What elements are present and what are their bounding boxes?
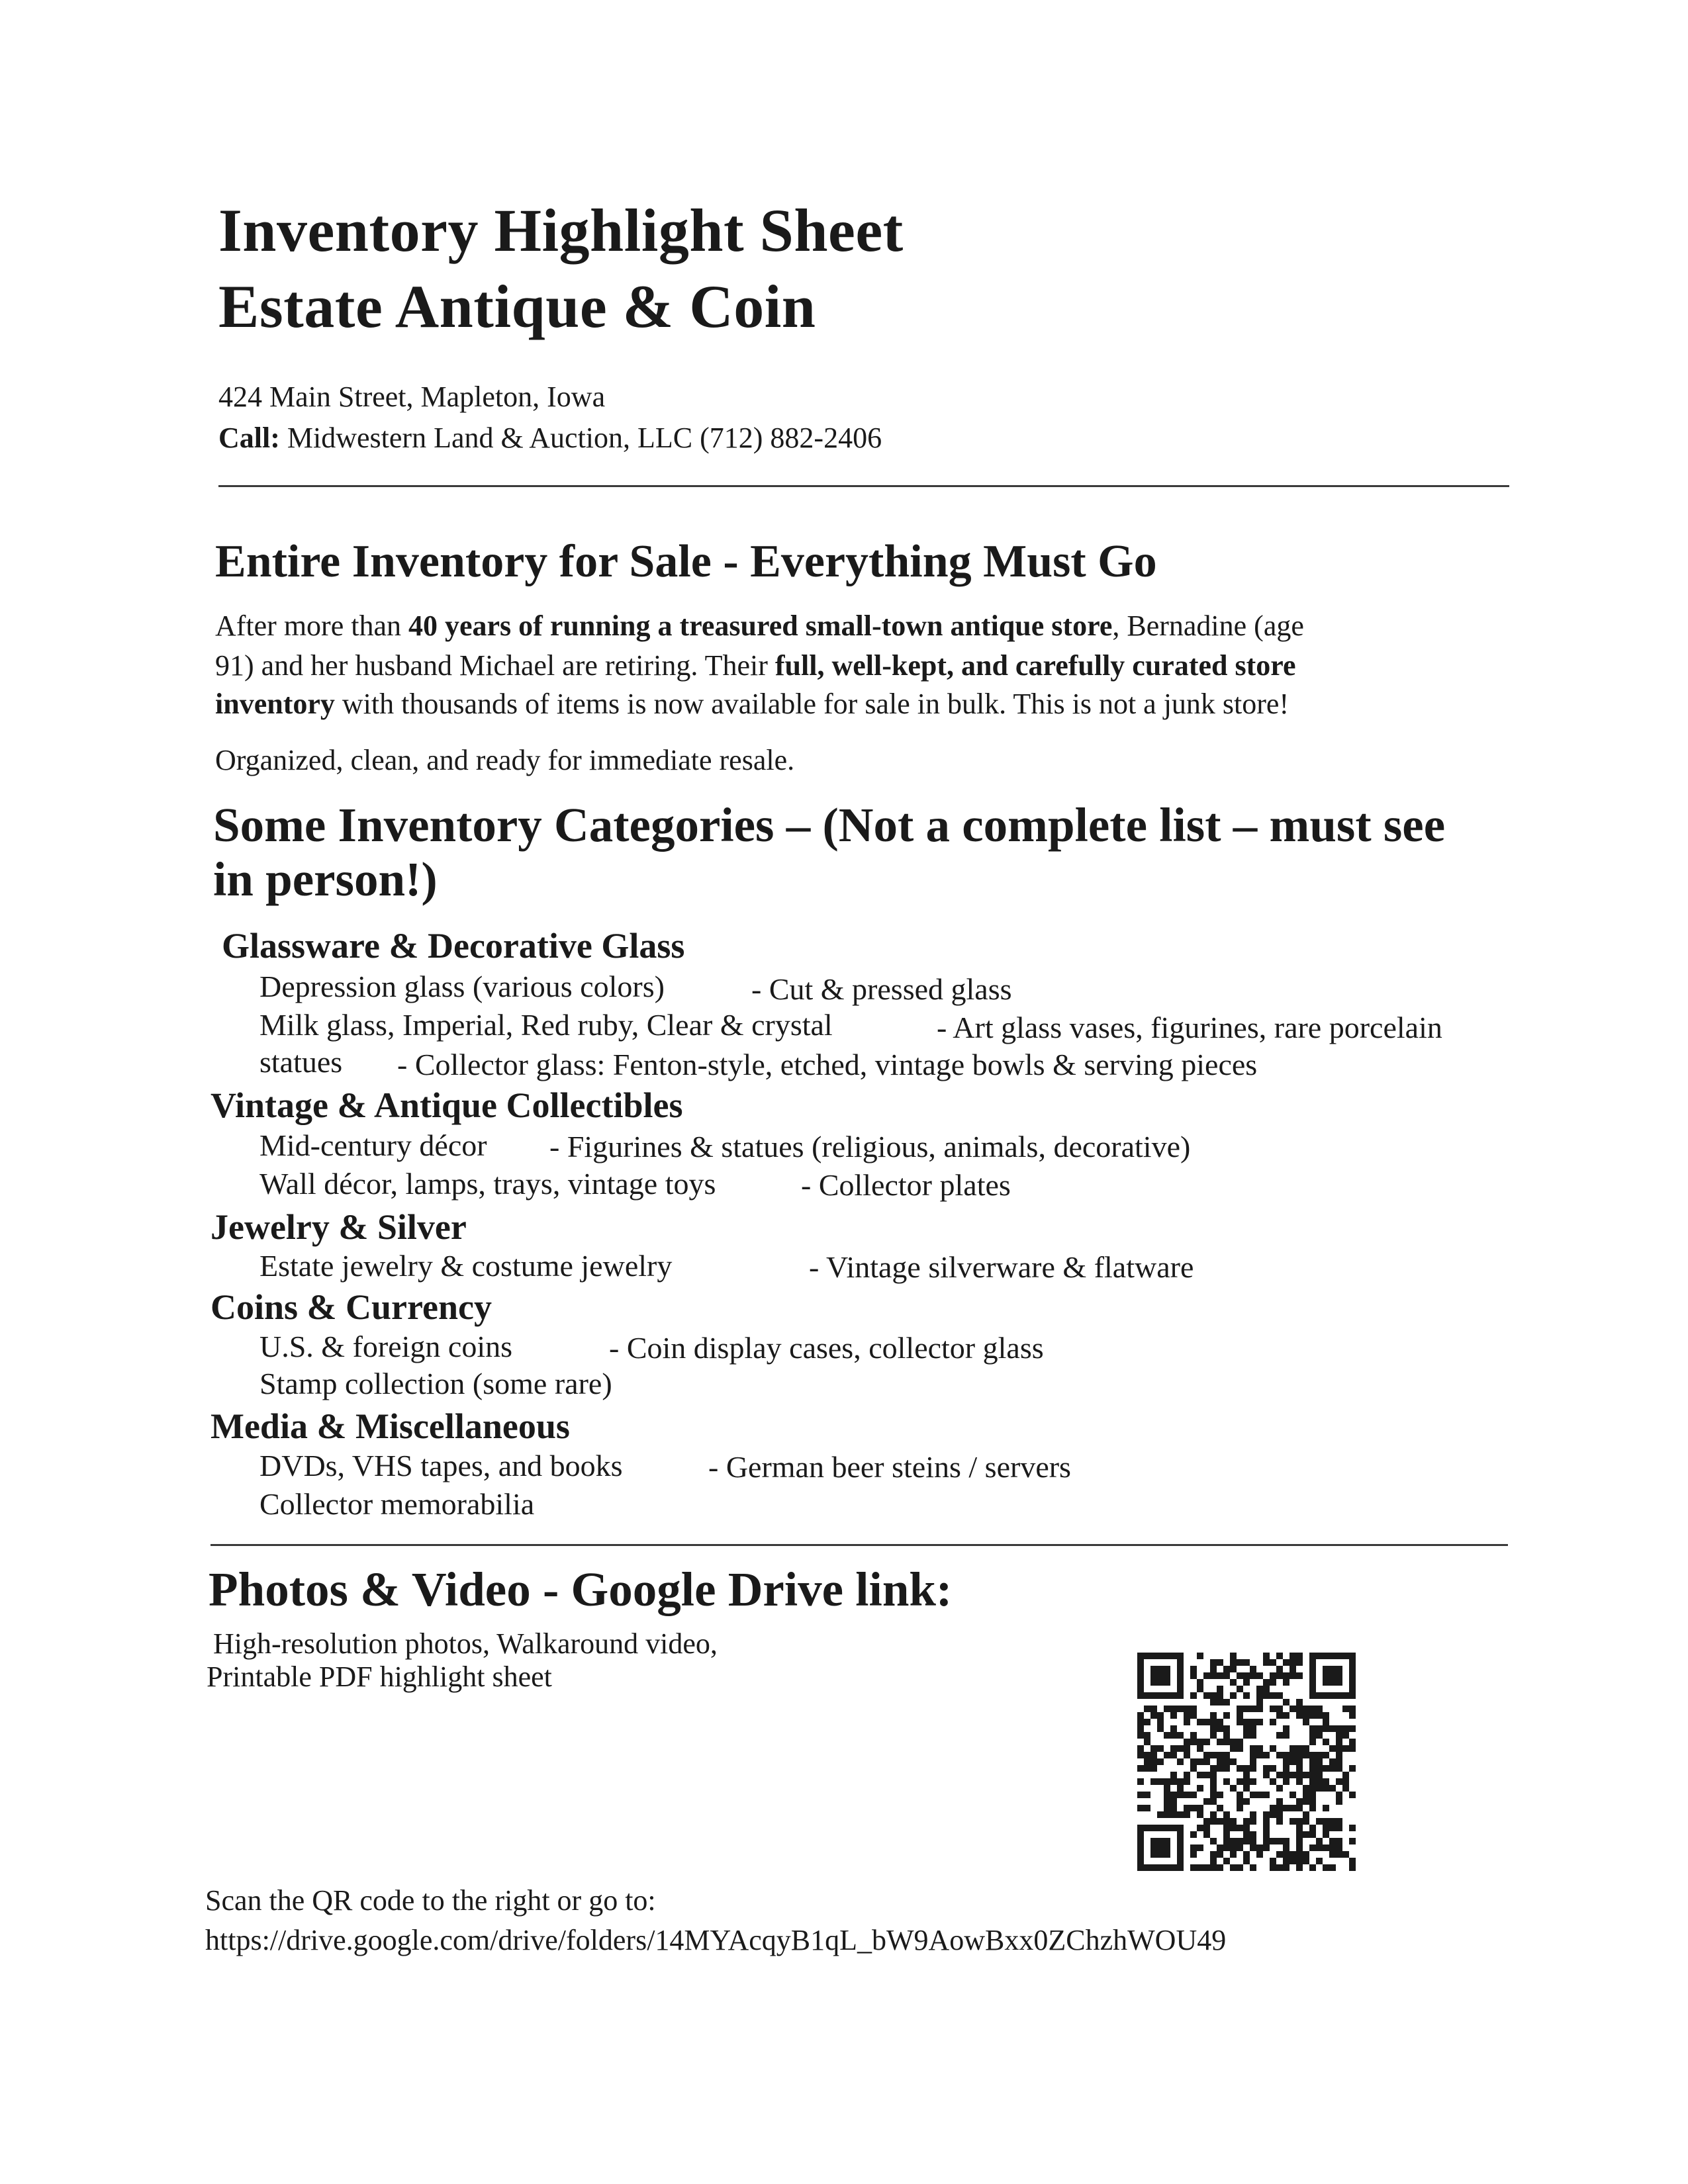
- qr-code-icon[interactable]: [1137, 1653, 1356, 1871]
- sale-p3-b: with thousands of items is now available for sale in bulk. This is not a junk store!: [334, 688, 1289, 720]
- photos-line1: High-resolution photos, Walkaround video,: [213, 1627, 718, 1660]
- vintage-item-2a: Wall décor, lamps, trays, vintage toys: [259, 1167, 716, 1201]
- category-coins-title: Coins & Currency: [211, 1287, 492, 1327]
- sale-p1-b: 40 years of running a treasured small-town antique store: [408, 610, 1113, 642]
- contact-line: [218, 424, 882, 453]
- category-media-title: Media & Miscellaneous: [211, 1406, 570, 1446]
- vintage-item-2b: - Collector plates: [801, 1168, 1011, 1202]
- category-vintage-title: Vintage & Antique Collectibles: [211, 1085, 683, 1125]
- photos-heading: Photos & Video - Google Drive link:: [209, 1563, 953, 1616]
- photos-line2: Printable PDF highlight sheet: [207, 1661, 552, 1693]
- categories-heading-line2: in person!): [213, 852, 438, 906]
- scan-instruction: Scan the QR code to the right or go to:: [205, 1884, 656, 1917]
- glass-item-2b: - Art glass vases, figurines, rare porcelain: [937, 1011, 1442, 1044]
- category-glassware-title: Glassware & Decorative Glass: [222, 926, 685, 966]
- jewelry-item-1b: - Vintage silverware & flatware: [809, 1250, 1194, 1284]
- media-item-1b: - German beer steins / servers: [708, 1450, 1071, 1484]
- divider-bottom: [211, 1544, 1508, 1546]
- glass-item-3b: - Collector glass: Fenton-style, etched, vintage bowls & serving pieces: [397, 1048, 1258, 1081]
- sale-p2-a: 91) and her husband Michael are retiring. Their: [215, 649, 775, 682]
- categories-heading-line1: Some Inventory Categories – (Not a complete list – must see: [213, 798, 1446, 852]
- sale-p3-a: inventory: [215, 688, 335, 720]
- page-title-line2: Estate Antique & Coin: [218, 273, 816, 340]
- address: 424 Main Street, Mapleton, Iowa: [218, 381, 606, 413]
- coins-item-1a: U.S. & foreign coins: [259, 1330, 513, 1363]
- category-jewelry-title: Jewelry & Silver: [211, 1207, 467, 1247]
- coins-item-2a: Stamp collection (some rare): [259, 1367, 612, 1400]
- vintage-item-1b: - Figurines & statues (religious, animals, decorative): [549, 1130, 1191, 1163]
- coins-item-1b: - Coin display cases, collector glass: [609, 1331, 1044, 1365]
- sale-p1-c: , Bernadine (age: [1112, 610, 1304, 642]
- media-item-1a: DVDs, VHS tapes, and books: [259, 1449, 623, 1482]
- sale-paragraph-line1: [215, 612, 1304, 641]
- call-text: Midwestern Land & Auction, LLC (712) 882-2406: [287, 422, 882, 454]
- glass-item-2a: Milk glass, Imperial, Red ruby, Clear & crystal: [259, 1008, 833, 1042]
- call-label: Call:: [218, 422, 280, 454]
- glass-item-3a: statues: [259, 1045, 343, 1079]
- glass-item-1a: Depression glass (various colors): [259, 970, 665, 1003]
- sale-paragraph-line2: [215, 651, 1296, 680]
- sale-p2-b: full, well-kept, and carefully curated store: [774, 649, 1296, 682]
- vintage-item-1a: Mid-century décor: [259, 1128, 487, 1162]
- sale-p1-a: After more than: [215, 610, 408, 642]
- page-title-line1: Inventory Highlight Sheet: [218, 197, 904, 264]
- drive-link[interactable]: https://drive.google.com/drive/folders/14MYAcqyB1qL_bW9AowBxx0ZChzhWOU49: [205, 1924, 1227, 1956]
- divider-top: [218, 485, 1509, 487]
- sale-paragraph-line3: [215, 690, 1289, 719]
- jewelry-item-1a: Estate jewelry & costume jewelry: [259, 1249, 673, 1283]
- sale-heading: Entire Inventory for Sale - Everything Must Go: [215, 536, 1157, 587]
- media-item-2a: Collector memorabilia: [259, 1487, 535, 1521]
- sale-paragraph-line4: Organized, clean, and ready for immediate resale.: [215, 744, 795, 776]
- glass-item-1b: - Cut & pressed glass: [751, 972, 1012, 1006]
